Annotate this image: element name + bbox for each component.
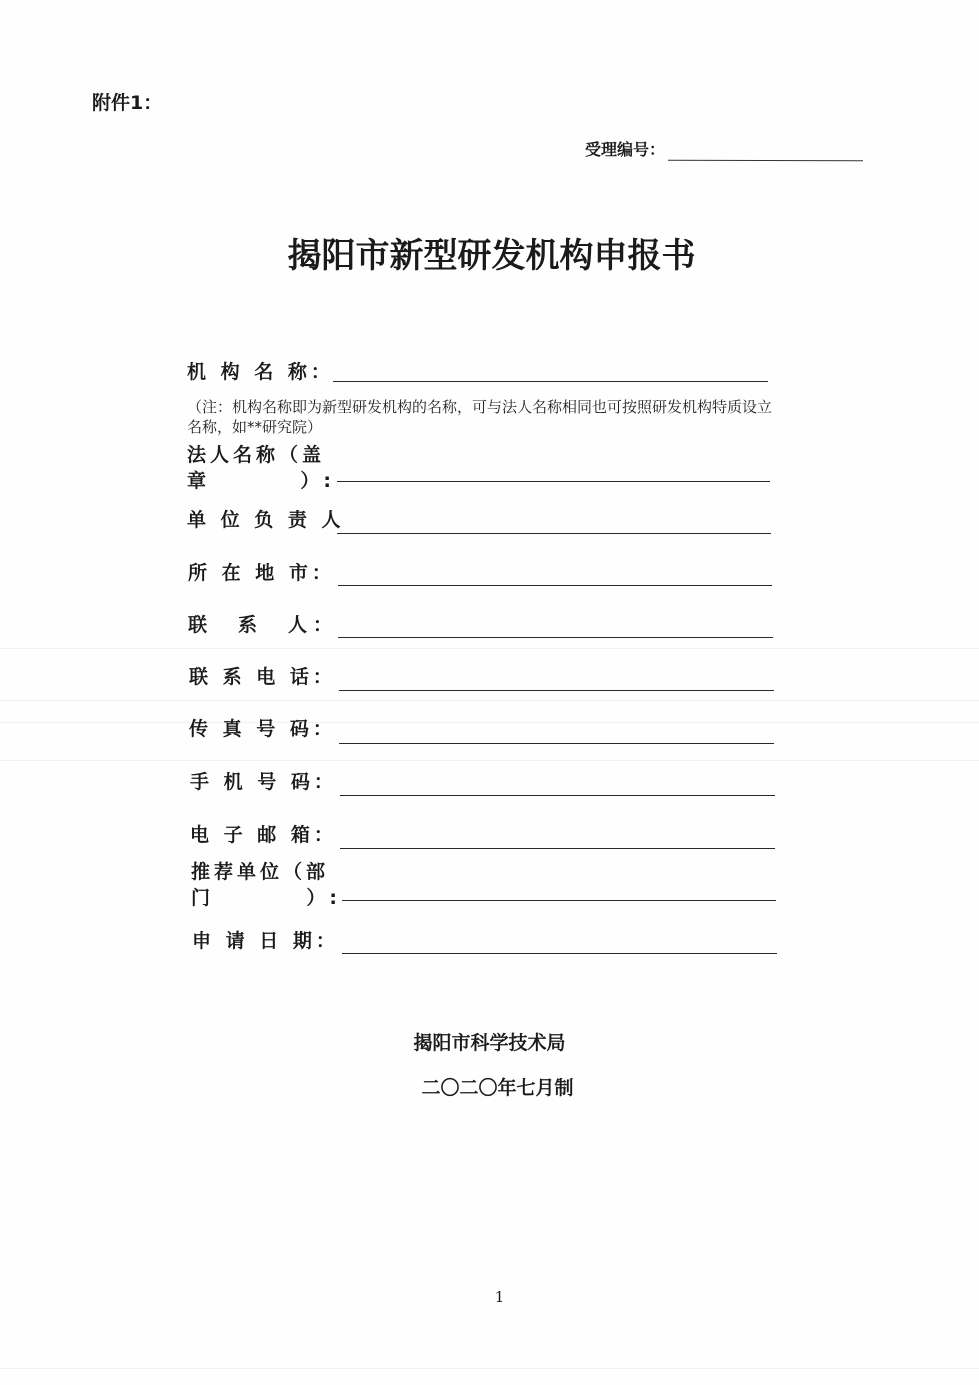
- email-field[interactable]: [340, 848, 775, 849]
- contact-field[interactable]: [338, 637, 773, 638]
- legal-name-label: [187, 442, 335, 494]
- scan-artifact: [0, 700, 979, 701]
- scan-artifact: [0, 648, 979, 649]
- acceptance-number-field[interactable]: [668, 160, 863, 162]
- mobile-field[interactable]: [340, 795, 775, 796]
- scan-artifact: [0, 1368, 979, 1369]
- legal-name-label-tail: ）:: [300, 470, 335, 492]
- phone-label: 联 系 电 话：: [189, 666, 336, 688]
- email-label: 电 子 邮 箱：: [190, 824, 337, 846]
- city-label: 所 在 地 市：: [188, 562, 335, 584]
- org-name-field[interactable]: [333, 381, 768, 382]
- recommender-label-line2: 门: [191, 887, 215, 909]
- acceptance-number-label: 受理编号：: [585, 140, 666, 159]
- leader-field[interactable]: [337, 533, 771, 534]
- recommender-label-line1: 推荐单位（部: [191, 861, 330, 883]
- recommender-label-tail: ）:: [306, 887, 341, 909]
- attachment-label: 附件1：: [92, 92, 163, 114]
- page-number: 1: [494, 1288, 505, 1306]
- org-name-label: 机 构 名 称：: [187, 361, 334, 383]
- contact-label: 联 系 人：: [188, 614, 339, 636]
- legal-name-label-line2: 章: [187, 470, 211, 492]
- leader-label: 单 位 负 责 人: [187, 509, 345, 531]
- fax-label: 传 真 号 码：: [189, 718, 336, 740]
- date-made: 二〇二〇年七月制: [421, 1077, 574, 1099]
- legal-name-label-line1: 法人名称（盖: [187, 444, 326, 466]
- scan-artifact: [0, 760, 979, 761]
- document-title: 揭阳市新型研发机构申报书: [287, 236, 696, 276]
- mobile-label: 手 机 号 码：: [190, 771, 337, 793]
- legal-name-field[interactable]: [337, 481, 770, 482]
- phone-field[interactable]: [339, 690, 774, 691]
- fax-field[interactable]: [339, 743, 774, 744]
- issuing-organization: 揭阳市科学技术局: [413, 1032, 566, 1054]
- org-name-note: （注：机构名称即为新型研发机构的名称，可与法人名称相同也可按照研发机构特质设立名称，如**研究院）: [187, 398, 773, 436]
- scan-artifact: [0, 722, 979, 723]
- recommender-field[interactable]: [342, 900, 776, 901]
- apply-date-field[interactable]: [342, 953, 777, 954]
- city-field[interactable]: [338, 585, 772, 586]
- recommender-label: [191, 859, 341, 911]
- apply-date-label: 申 请 日 期：: [192, 930, 339, 952]
